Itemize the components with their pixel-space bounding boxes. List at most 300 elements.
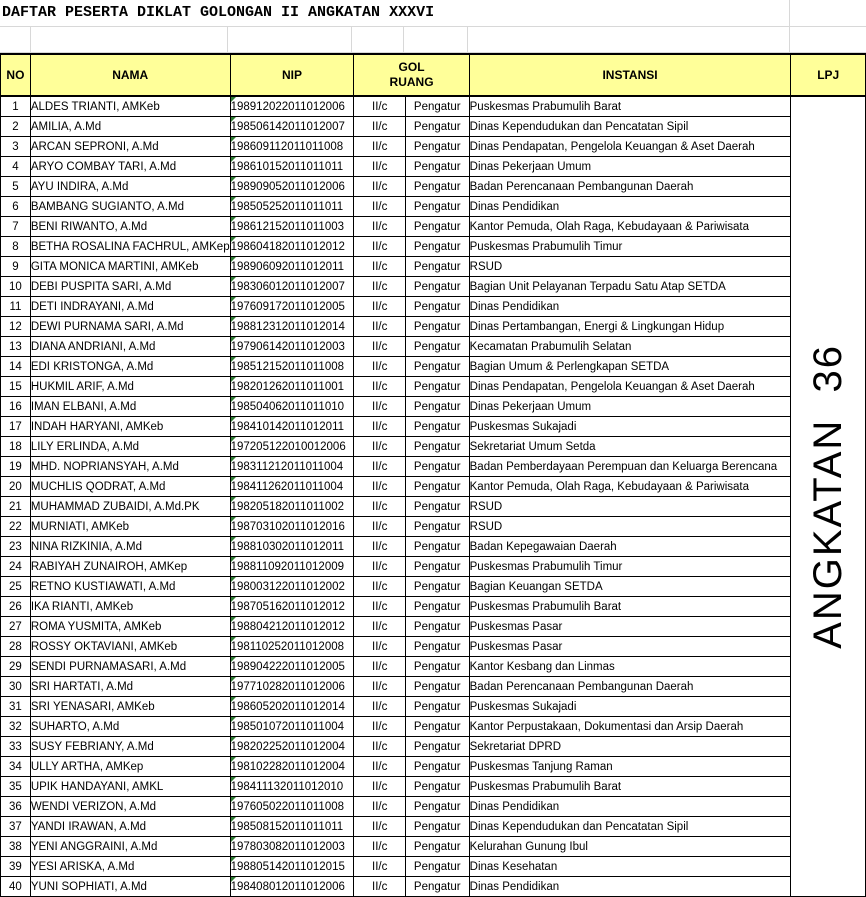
table-row xyxy=(1,557,866,577)
table-row xyxy=(1,857,866,877)
cell-instansi[interactable]: Kecamatan Prabumulih Selatan xyxy=(469,337,791,357)
header-nama[interactable]: NAMA xyxy=(30,54,230,96)
cell-instansi[interactable]: Kantor Pemuda, Olah Raga, Kebudayaan & Pariwisata xyxy=(469,477,791,497)
number-as-text-indicator-icon xyxy=(231,477,236,482)
cell-nip[interactable] xyxy=(230,237,354,257)
cell-nama[interactable]: YUNI SOPHIATI, A.Md xyxy=(30,877,230,897)
cell-nama[interactable]: MUHAMMAD ZUBAIDI, A.Md.PK xyxy=(30,497,230,517)
cell-pangkat[interactable]: Pengatur xyxy=(405,757,469,777)
cell-nama[interactable]: MURNIATI, AMKeb xyxy=(30,517,230,537)
cell-pangkat[interactable]: Pengatur xyxy=(405,797,469,817)
cell-nama[interactable]: ALDES TRIANTI, AMKeb xyxy=(30,96,230,117)
cell-gol[interactable]: II/c xyxy=(354,657,405,677)
cell-nip[interactable] xyxy=(230,617,354,637)
cell-pangkat[interactable]: Pengatur xyxy=(405,337,469,357)
cell-nama[interactable]: DEBI PUSPITA SARI, A.Md xyxy=(30,277,230,297)
cell-nama[interactable]: YESI ARISKA, A.Md xyxy=(30,857,230,877)
cell-instansi[interactable]: RSUD xyxy=(469,497,791,517)
cell-nip[interactable] xyxy=(230,437,354,457)
cell-no[interactable]: 22 xyxy=(1,517,31,537)
cell-instansi[interactable]: Kantor Pemuda, Olah Raga, Kebudayaan & Pariwisata xyxy=(469,217,791,237)
cell-pangkat[interactable]: Pengatur xyxy=(405,857,469,877)
cell-instansi[interactable]: Bagian Keuangan SETDA xyxy=(469,577,791,597)
cell-instansi[interactable]: Dinas Pendapatan, Pengelola Keuangan & Aset Daerah xyxy=(469,377,791,397)
number-as-text-indicator-icon xyxy=(231,697,236,702)
table-row xyxy=(1,197,866,217)
cell-pangkat[interactable]: Pengatur xyxy=(405,377,469,397)
cell-no[interactable]: 19 xyxy=(1,457,31,477)
cell-nama[interactable]: YENI ANGGRAINI, A.Md xyxy=(30,837,230,857)
cell-nip-text: 197605022011011008 xyxy=(230,800,345,813)
cell-instansi[interactable]: Dinas Kependudukan dan Pencatatan Sipil xyxy=(469,817,791,837)
cell-instansi[interactable]: Dinas Pendidikan xyxy=(469,297,791,317)
cell-gol[interactable]: II/c xyxy=(354,597,405,617)
cell-nip[interactable] xyxy=(230,497,354,517)
cell-nama[interactable]: YANDI IRAWAN, A.Md xyxy=(30,817,230,837)
header-nip[interactable]: NIP xyxy=(230,54,354,96)
cell-pangkat[interactable]: Pengatur xyxy=(405,117,469,137)
cell-nip[interactable] xyxy=(230,397,354,417)
cell-no[interactable]: 31 xyxy=(1,697,31,717)
cell-pangkat[interactable]: Pengatur xyxy=(405,297,469,317)
cell-no[interactable]: 37 xyxy=(1,817,31,837)
table-row xyxy=(1,637,866,657)
header-instansi[interactable]: INSTANSI xyxy=(469,54,791,96)
cell-gol[interactable]: II/c xyxy=(354,337,405,357)
cell-no[interactable]: 3 xyxy=(1,137,31,157)
cell-pangkat[interactable]: Pengatur xyxy=(405,777,469,797)
cell-instansi[interactable]: Badan Pemberdayaan Perempuan dan Keluarga Berencana xyxy=(469,457,791,477)
cell-nama[interactable]: BENI RIWANTO, A.Md xyxy=(30,217,230,237)
cell-nip[interactable] xyxy=(230,377,354,397)
header-gol-ruang[interactable] xyxy=(354,54,469,96)
cell-instansi[interactable]: Puskesmas Prabumulih Barat xyxy=(469,96,791,117)
number-as-text-indicator-icon xyxy=(231,737,236,742)
cell-no[interactable]: 26 xyxy=(1,597,31,617)
table-row xyxy=(1,577,866,597)
table-row xyxy=(1,117,866,137)
cell-nip[interactable] xyxy=(230,137,354,157)
cell-no[interactable]: 21 xyxy=(1,497,31,517)
cell-no[interactable]: 13 xyxy=(1,337,31,357)
cell-gol[interactable]: II/c xyxy=(354,177,405,197)
cell-nama[interactable]: UPIK HANDAYANI, AMKL xyxy=(30,777,230,797)
cell-nip-text: 198909052011012006 xyxy=(230,180,345,193)
cell-nama[interactable]: SRI YENASARI, AMKeb xyxy=(30,697,230,717)
cell-instansi[interactable]: Dinas Pertambangan, Energi & Lingkungan Hidup xyxy=(469,317,791,337)
number-as-text-indicator-icon xyxy=(231,437,236,442)
cell-nama[interactable]: DIANA ANDRIANI, A.Md xyxy=(30,337,230,357)
cell-instansi[interactable]: Puskesmas Prabumulih Barat xyxy=(469,597,791,617)
cell-no[interactable]: 29 xyxy=(1,657,31,677)
cell-nip-text: 198508152011011011 xyxy=(230,820,344,833)
cell-instansi[interactable]: Kelurahan Gunung Ibul xyxy=(469,837,791,857)
cell-gol[interactable]: II/c xyxy=(354,197,405,217)
cell-pangkat[interactable]: Pengatur xyxy=(405,317,469,337)
cell-nip-text: 198512152011011008 xyxy=(230,360,345,373)
cell-nip-text: 198201262011011001 xyxy=(230,380,345,393)
cell-gol[interactable]: II/c xyxy=(354,717,405,737)
cell-nip[interactable] xyxy=(230,557,354,577)
cell-pangkat[interactable]: Pengatur xyxy=(405,277,469,297)
cell-no[interactable]: 36 xyxy=(1,797,31,817)
cell-instansi[interactable]: Puskesmas Sukajadi xyxy=(469,417,791,437)
cell-nama[interactable]: SRI HARTATI, A.Md xyxy=(30,677,230,697)
number-as-text-indicator-icon xyxy=(231,557,236,562)
cell-pangkat[interactable]: Pengatur xyxy=(405,697,469,717)
number-as-text-indicator-icon xyxy=(231,397,236,402)
cell-gol[interactable]: II/c xyxy=(354,377,405,397)
cell-nip[interactable] xyxy=(230,337,354,357)
cell-no[interactable]: 40 xyxy=(1,877,31,897)
cell-gol[interactable]: II/c xyxy=(354,317,405,337)
number-as-text-indicator-icon xyxy=(231,877,236,882)
number-as-text-indicator-icon xyxy=(231,237,236,242)
cell-no[interactable]: 9 xyxy=(1,257,31,277)
cell-nama[interactable]: SENDI PURNAMASARI, A.Md xyxy=(30,657,230,677)
number-as-text-indicator-icon xyxy=(231,497,236,502)
cell-no[interactable]: 39 xyxy=(1,857,31,877)
number-as-text-indicator-icon xyxy=(231,537,236,542)
cell-no[interactable]: 33 xyxy=(1,737,31,757)
cell-nip-text: 198306012011012007 xyxy=(230,280,345,293)
cell-nip[interactable] xyxy=(230,677,354,697)
cell-no[interactable]: 18 xyxy=(1,437,31,457)
cell-gol[interactable]: II/c xyxy=(354,777,405,797)
cell-nip[interactable] xyxy=(230,96,354,117)
cell-instansi[interactable]: Dinas Pekerjaan Umum xyxy=(469,397,791,417)
cell-nama[interactable]: INDAH HARYANI, AMKeb xyxy=(30,417,230,437)
cell-no[interactable]: 24 xyxy=(1,557,31,577)
cell-nama[interactable]: BAMBANG SUGIANTO, A.Md xyxy=(30,197,230,217)
cell-instansi[interactable]: Dinas Pendidikan xyxy=(469,197,791,217)
cell-nip-text: 198501072011011004 xyxy=(230,720,345,733)
cell-instansi[interactable]: Puskesmas Prabumulih Timur xyxy=(469,557,791,577)
cell-pangkat[interactable]: Pengatur xyxy=(405,597,469,617)
cell-no[interactable]: 28 xyxy=(1,637,31,657)
number-as-text-indicator-icon xyxy=(231,157,236,162)
cell-gol[interactable]: II/c xyxy=(354,237,405,257)
cell-instansi[interactable]: Puskesmas Pasar xyxy=(469,617,791,637)
cell-no[interactable]: 30 xyxy=(1,677,31,697)
cell-no[interactable]: 20 xyxy=(1,477,31,497)
number-as-text-indicator-icon xyxy=(231,317,236,322)
cell-nip-text: 198811092011012009 xyxy=(230,560,345,573)
cell-gol[interactable]: II/c xyxy=(354,357,405,377)
cell-nip-text: 197609172011012005 xyxy=(230,300,345,313)
cell-gol[interactable]: II/c xyxy=(354,397,405,417)
cell-pangkat[interactable]: Pengatur xyxy=(405,417,469,437)
header-lpj[interactable]: LPJ xyxy=(791,54,866,96)
cell-no[interactable]: 12 xyxy=(1,317,31,337)
cell-nip[interactable] xyxy=(230,757,354,777)
table-row xyxy=(1,377,866,397)
cell-nama[interactable]: ARYO COMBAY TARI, A.Md xyxy=(30,157,230,177)
cell-nip[interactable] xyxy=(230,417,354,437)
cell-nip[interactable] xyxy=(230,597,354,617)
cell-nip[interactable] xyxy=(230,877,354,897)
cell-nama[interactable]: LILY ERLINDA, A.Md xyxy=(30,437,230,457)
cell-nip[interactable] xyxy=(230,197,354,217)
cell-nama[interactable]: DEWI PURNAMA SARI, A.Md xyxy=(30,317,230,337)
cell-gol[interactable]: II/c xyxy=(354,617,405,637)
cell-nip[interactable] xyxy=(230,357,354,377)
cell-nip-text: 198705162011012012 xyxy=(230,600,345,613)
cell-pangkat[interactable]: Pengatur xyxy=(405,657,469,677)
cell-nama[interactable]: ULLY ARTHA, AMKep xyxy=(30,757,230,777)
cell-nama[interactable]: RETNO KUSTIAWATI, A.Md xyxy=(30,577,230,597)
cell-nip[interactable] xyxy=(230,277,354,297)
number-as-text-indicator-icon xyxy=(231,577,236,582)
cell-no[interactable]: 27 xyxy=(1,617,31,637)
cell-no[interactable]: 35 xyxy=(1,777,31,797)
cell-nip[interactable] xyxy=(230,737,354,757)
cell-instansi[interactable]: Bagian Unit Pelayanan Terpadu Satu Atap SETDA xyxy=(469,277,791,297)
cell-nip-text: 198411262011011004 xyxy=(230,480,344,493)
cell-no[interactable]: 2 xyxy=(1,117,31,137)
cell-nip-text: 198610152011011011 xyxy=(230,160,344,173)
cell-nip[interactable] xyxy=(230,777,354,797)
cell-gol[interactable]: II/c xyxy=(354,257,405,277)
cell-nip[interactable] xyxy=(230,837,354,857)
cell-instansi[interactable]: Puskesmas Prabumulih Barat xyxy=(469,777,791,797)
cell-instansi[interactable]: Badan Perencanaan Pembangunan Daerah xyxy=(469,177,791,197)
cell-nip-text: 198605202011012014 xyxy=(230,700,345,713)
cell-nip[interactable] xyxy=(230,657,354,677)
grid-line xyxy=(467,27,468,53)
cell-no[interactable]: 10 xyxy=(1,277,31,297)
cell-nip[interactable] xyxy=(230,157,354,177)
cell-nama[interactable]: BETHA ROSALINA FACHRUL, AMKep xyxy=(30,237,230,257)
cell-nip[interactable] xyxy=(230,457,354,477)
cell-no[interactable]: 1 xyxy=(1,96,31,117)
cell-nip[interactable] xyxy=(230,857,354,877)
cell-nama[interactable]: ROSSY OKTAVIANI, AMKeb xyxy=(30,637,230,657)
participants-table xyxy=(0,53,866,897)
cell-gol[interactable]: II/c xyxy=(354,537,405,557)
cell-pangkat[interactable]: Pengatur xyxy=(405,357,469,377)
cell-pangkat[interactable]: Pengatur xyxy=(405,157,469,177)
cell-no[interactable]: 5 xyxy=(1,177,31,197)
cell-pangkat[interactable]: Pengatur xyxy=(405,677,469,697)
table-row xyxy=(1,497,866,517)
cell-nama[interactable]: ROMA YUSMITA, AMKeb xyxy=(30,617,230,637)
cell-nama[interactable]: IKA RIANTI, AMKeb xyxy=(30,597,230,617)
cell-no[interactable]: 7 xyxy=(1,217,31,237)
cell-gol[interactable]: II/c xyxy=(354,96,405,117)
cell-pangkat[interactable]: Pengatur xyxy=(405,517,469,537)
cell-instansi[interactable]: Bagian Umum & Perlengkapan SETDA xyxy=(469,357,791,377)
cell-instansi[interactable]: Sekretariat Umum Setda xyxy=(469,437,791,457)
cell-nip[interactable] xyxy=(230,697,354,717)
cell-instansi[interactable]: Dinas Pendidikan xyxy=(469,797,791,817)
cell-pangkat[interactable]: Pengatur xyxy=(405,477,469,497)
cell-instansi[interactable]: Dinas Kependudukan dan Pencatatan Sipil xyxy=(469,117,791,137)
cell-no[interactable]: 6 xyxy=(1,197,31,217)
cell-gol[interactable]: II/c xyxy=(354,457,405,477)
cell-gol[interactable]: II/c xyxy=(354,277,405,297)
cell-pangkat[interactable]: Pengatur xyxy=(405,637,469,657)
cell-pangkat[interactable]: Pengatur xyxy=(405,617,469,637)
cell-pangkat[interactable]: Pengatur xyxy=(405,137,469,157)
cell-instansi[interactable]: Dinas Pendapatan, Pengelola Keuangan & Aset Daerah xyxy=(469,137,791,157)
cell-pangkat[interactable]: Pengatur xyxy=(405,537,469,557)
cell-nip[interactable] xyxy=(230,577,354,597)
cell-instansi[interactable]: Badan Perencanaan Pembangunan Daerah xyxy=(469,677,791,697)
cell-instansi[interactable]: Dinas Pendidikan xyxy=(469,877,791,897)
header-no[interactable]: NO xyxy=(1,54,31,96)
cell-gol[interactable]: II/c xyxy=(354,137,405,157)
number-as-text-indicator-icon xyxy=(231,717,236,722)
cell-instansi[interactable]: RSUD xyxy=(469,517,791,537)
cell-pangkat[interactable]: Pengatur xyxy=(405,397,469,417)
cell-nip-text: 198003122011012002 xyxy=(230,580,345,593)
cell-instansi[interactable]: Puskesmas Sukajadi xyxy=(469,697,791,717)
cell-nip[interactable] xyxy=(230,537,354,557)
cell-no[interactable]: 17 xyxy=(1,417,31,437)
cell-nip[interactable] xyxy=(230,817,354,837)
cell-instansi[interactable]: Kantor Kesbang dan Linmas xyxy=(469,657,791,677)
cell-pangkat[interactable]: Pengatur xyxy=(405,717,469,737)
cell-nama[interactable]: SUSY FEBRIANY, A.Md xyxy=(30,737,230,757)
cell-gol[interactable]: II/c xyxy=(354,637,405,657)
angkatan-number: 36 xyxy=(805,344,850,393)
cell-gol[interactable]: II/c xyxy=(354,437,405,457)
cell-nama[interactable]: DETI INDRAYANI, A.Md xyxy=(30,297,230,317)
cell-nip[interactable] xyxy=(230,637,354,657)
cell-instansi[interactable]: Dinas Pekerjaan Umum xyxy=(469,157,791,177)
cell-no[interactable]: 16 xyxy=(1,397,31,417)
cell-no[interactable]: 8 xyxy=(1,237,31,257)
number-as-text-indicator-icon xyxy=(231,617,236,622)
grid-line xyxy=(789,0,790,53)
cell-pangkat[interactable]: Pengatur xyxy=(405,837,469,857)
cell-nip[interactable] xyxy=(230,477,354,497)
cell-pangkat[interactable]: Pengatur xyxy=(405,737,469,757)
cell-gol[interactable]: II/c xyxy=(354,877,405,897)
cell-no[interactable]: 34 xyxy=(1,757,31,777)
cell-instansi[interactable]: Puskesmas Tanjung Raman xyxy=(469,757,791,777)
cell-nip[interactable] xyxy=(230,297,354,317)
cell-pangkat[interactable]: Pengatur xyxy=(405,237,469,257)
cell-pangkat[interactable]: Pengatur xyxy=(405,497,469,517)
cell-gol[interactable]: II/c xyxy=(354,157,405,177)
cell-nama[interactable]: SUHARTO, A.Md xyxy=(30,717,230,737)
cell-pangkat[interactable]: Pengatur xyxy=(405,577,469,597)
cell-gol[interactable]: II/c xyxy=(354,817,405,837)
cell-nip-text: 197710282011012006 xyxy=(230,680,345,693)
cell-nip[interactable] xyxy=(230,717,354,737)
table-row xyxy=(1,597,866,617)
cell-nama[interactable]: MHD. NOPRIANSYAH, A.Md xyxy=(30,457,230,477)
cell-gol[interactable]: II/c xyxy=(354,837,405,857)
cell-nama[interactable]: MUCHLIS QODRAT, A.Md xyxy=(30,477,230,497)
cell-nama[interactable]: WENDI VERIZON, A.Md xyxy=(30,797,230,817)
cell-gol[interactable]: II/c xyxy=(354,697,405,717)
cell-nip[interactable] xyxy=(230,177,354,197)
cell-no[interactable]: 32 xyxy=(1,717,31,737)
cell-instansi[interactable]: Puskesmas Pasar xyxy=(469,637,791,657)
cell-gol[interactable]: II/c xyxy=(354,737,405,757)
cell-pangkat[interactable]: Pengatur xyxy=(405,557,469,577)
cell-gol[interactable]: II/c xyxy=(354,557,405,577)
cell-gol[interactable]: II/c xyxy=(354,217,405,237)
cell-nip-text: 198810302011012011 xyxy=(230,540,345,553)
cell-nama[interactable]: HUKMIL ARIF, A.Md xyxy=(30,377,230,397)
table-row xyxy=(1,617,866,637)
cell-no[interactable]: 11 xyxy=(1,297,31,317)
cell-no[interactable]: 38 xyxy=(1,837,31,857)
cell-no[interactable]: 14 xyxy=(1,357,31,377)
cell-lpj[interactable] xyxy=(791,96,866,897)
cell-gol[interactable]: II/c xyxy=(354,577,405,597)
table-row xyxy=(1,457,866,477)
number-as-text-indicator-icon xyxy=(231,297,236,302)
cell-no[interactable]: 4 xyxy=(1,157,31,177)
cell-nama[interactable]: NINA RIZKINIA, A.Md xyxy=(30,537,230,557)
cell-instansi[interactable]: Kantor Perpustakaan, Dokumentasi dan Arsip Daerah xyxy=(469,717,791,737)
cell-nama[interactable]: AMILIA, A.Md xyxy=(30,117,230,137)
cell-pangkat[interactable]: Pengatur xyxy=(405,257,469,277)
cell-nip-text: 197803082011012003 xyxy=(230,840,345,853)
cell-pangkat[interactable]: Pengatur xyxy=(405,177,469,197)
cell-nama[interactable]: AYU INDIRA, A.Md xyxy=(30,177,230,197)
cell-no[interactable]: 15 xyxy=(1,377,31,397)
cell-instansi[interactable]: Badan Kepegawaian Daerah xyxy=(469,537,791,557)
cell-nama[interactable]: IMAN ELBANI, A.Md xyxy=(30,397,230,417)
cell-gol[interactable]: II/c xyxy=(354,117,405,137)
cell-gol[interactable]: II/c xyxy=(354,477,405,497)
cell-no[interactable]: 23 xyxy=(1,537,31,557)
cell-gol[interactable]: II/c xyxy=(354,857,405,877)
cell-no[interactable]: 25 xyxy=(1,577,31,597)
cell-gol[interactable]: II/c xyxy=(354,517,405,537)
cell-pangkat[interactable]: Pengatur xyxy=(405,817,469,837)
cell-gol[interactable]: II/c xyxy=(354,797,405,817)
cell-pangkat[interactable]: Pengatur xyxy=(405,457,469,477)
number-as-text-indicator-icon xyxy=(231,137,236,142)
table-row xyxy=(1,297,866,317)
cell-instansi[interactable]: RSUD xyxy=(469,257,791,277)
cell-gol[interactable]: II/c xyxy=(354,677,405,697)
cell-pangkat[interactable]: Pengatur xyxy=(405,877,469,897)
cell-nip[interactable] xyxy=(230,117,354,137)
cell-nama[interactable]: GITA MONICA MARTINI, AMKeb xyxy=(30,257,230,277)
cell-pangkat[interactable]: Pengatur xyxy=(405,217,469,237)
cell-nip[interactable] xyxy=(230,217,354,237)
cell-instansi[interactable]: Dinas Kesehatan xyxy=(469,857,791,877)
cell-instansi[interactable]: Sekretariat DPRD xyxy=(469,737,791,757)
cell-nama[interactable]: EDI KRISTONGA, A.Md xyxy=(30,357,230,377)
cell-nama[interactable]: RABIYAH ZUNAIROH, AMKep xyxy=(30,557,230,577)
cell-gol[interactable]: II/c xyxy=(354,297,405,317)
cell-nip[interactable] xyxy=(230,797,354,817)
cell-nama[interactable]: ARCAN SEPRONI, A.Md xyxy=(30,137,230,157)
cell-gol[interactable]: II/c xyxy=(354,757,405,777)
cell-nip-text: 198904222011012005 xyxy=(230,660,345,673)
cell-pangkat[interactable]: Pengatur xyxy=(405,437,469,457)
cell-gol[interactable]: II/c xyxy=(354,417,405,437)
cell-nip[interactable] xyxy=(230,257,354,277)
cell-pangkat[interactable]: Pengatur xyxy=(405,197,469,217)
cell-pangkat[interactable]: Pengatur xyxy=(405,96,469,117)
cell-nip[interactable] xyxy=(230,317,354,337)
cell-instansi[interactable]: Puskesmas Prabumulih Timur xyxy=(469,237,791,257)
cell-nip-text: 198812312011012014 xyxy=(230,320,345,333)
table-row xyxy=(1,237,866,257)
cell-gol[interactable]: II/c xyxy=(354,497,405,517)
cell-nip[interactable] xyxy=(230,517,354,537)
